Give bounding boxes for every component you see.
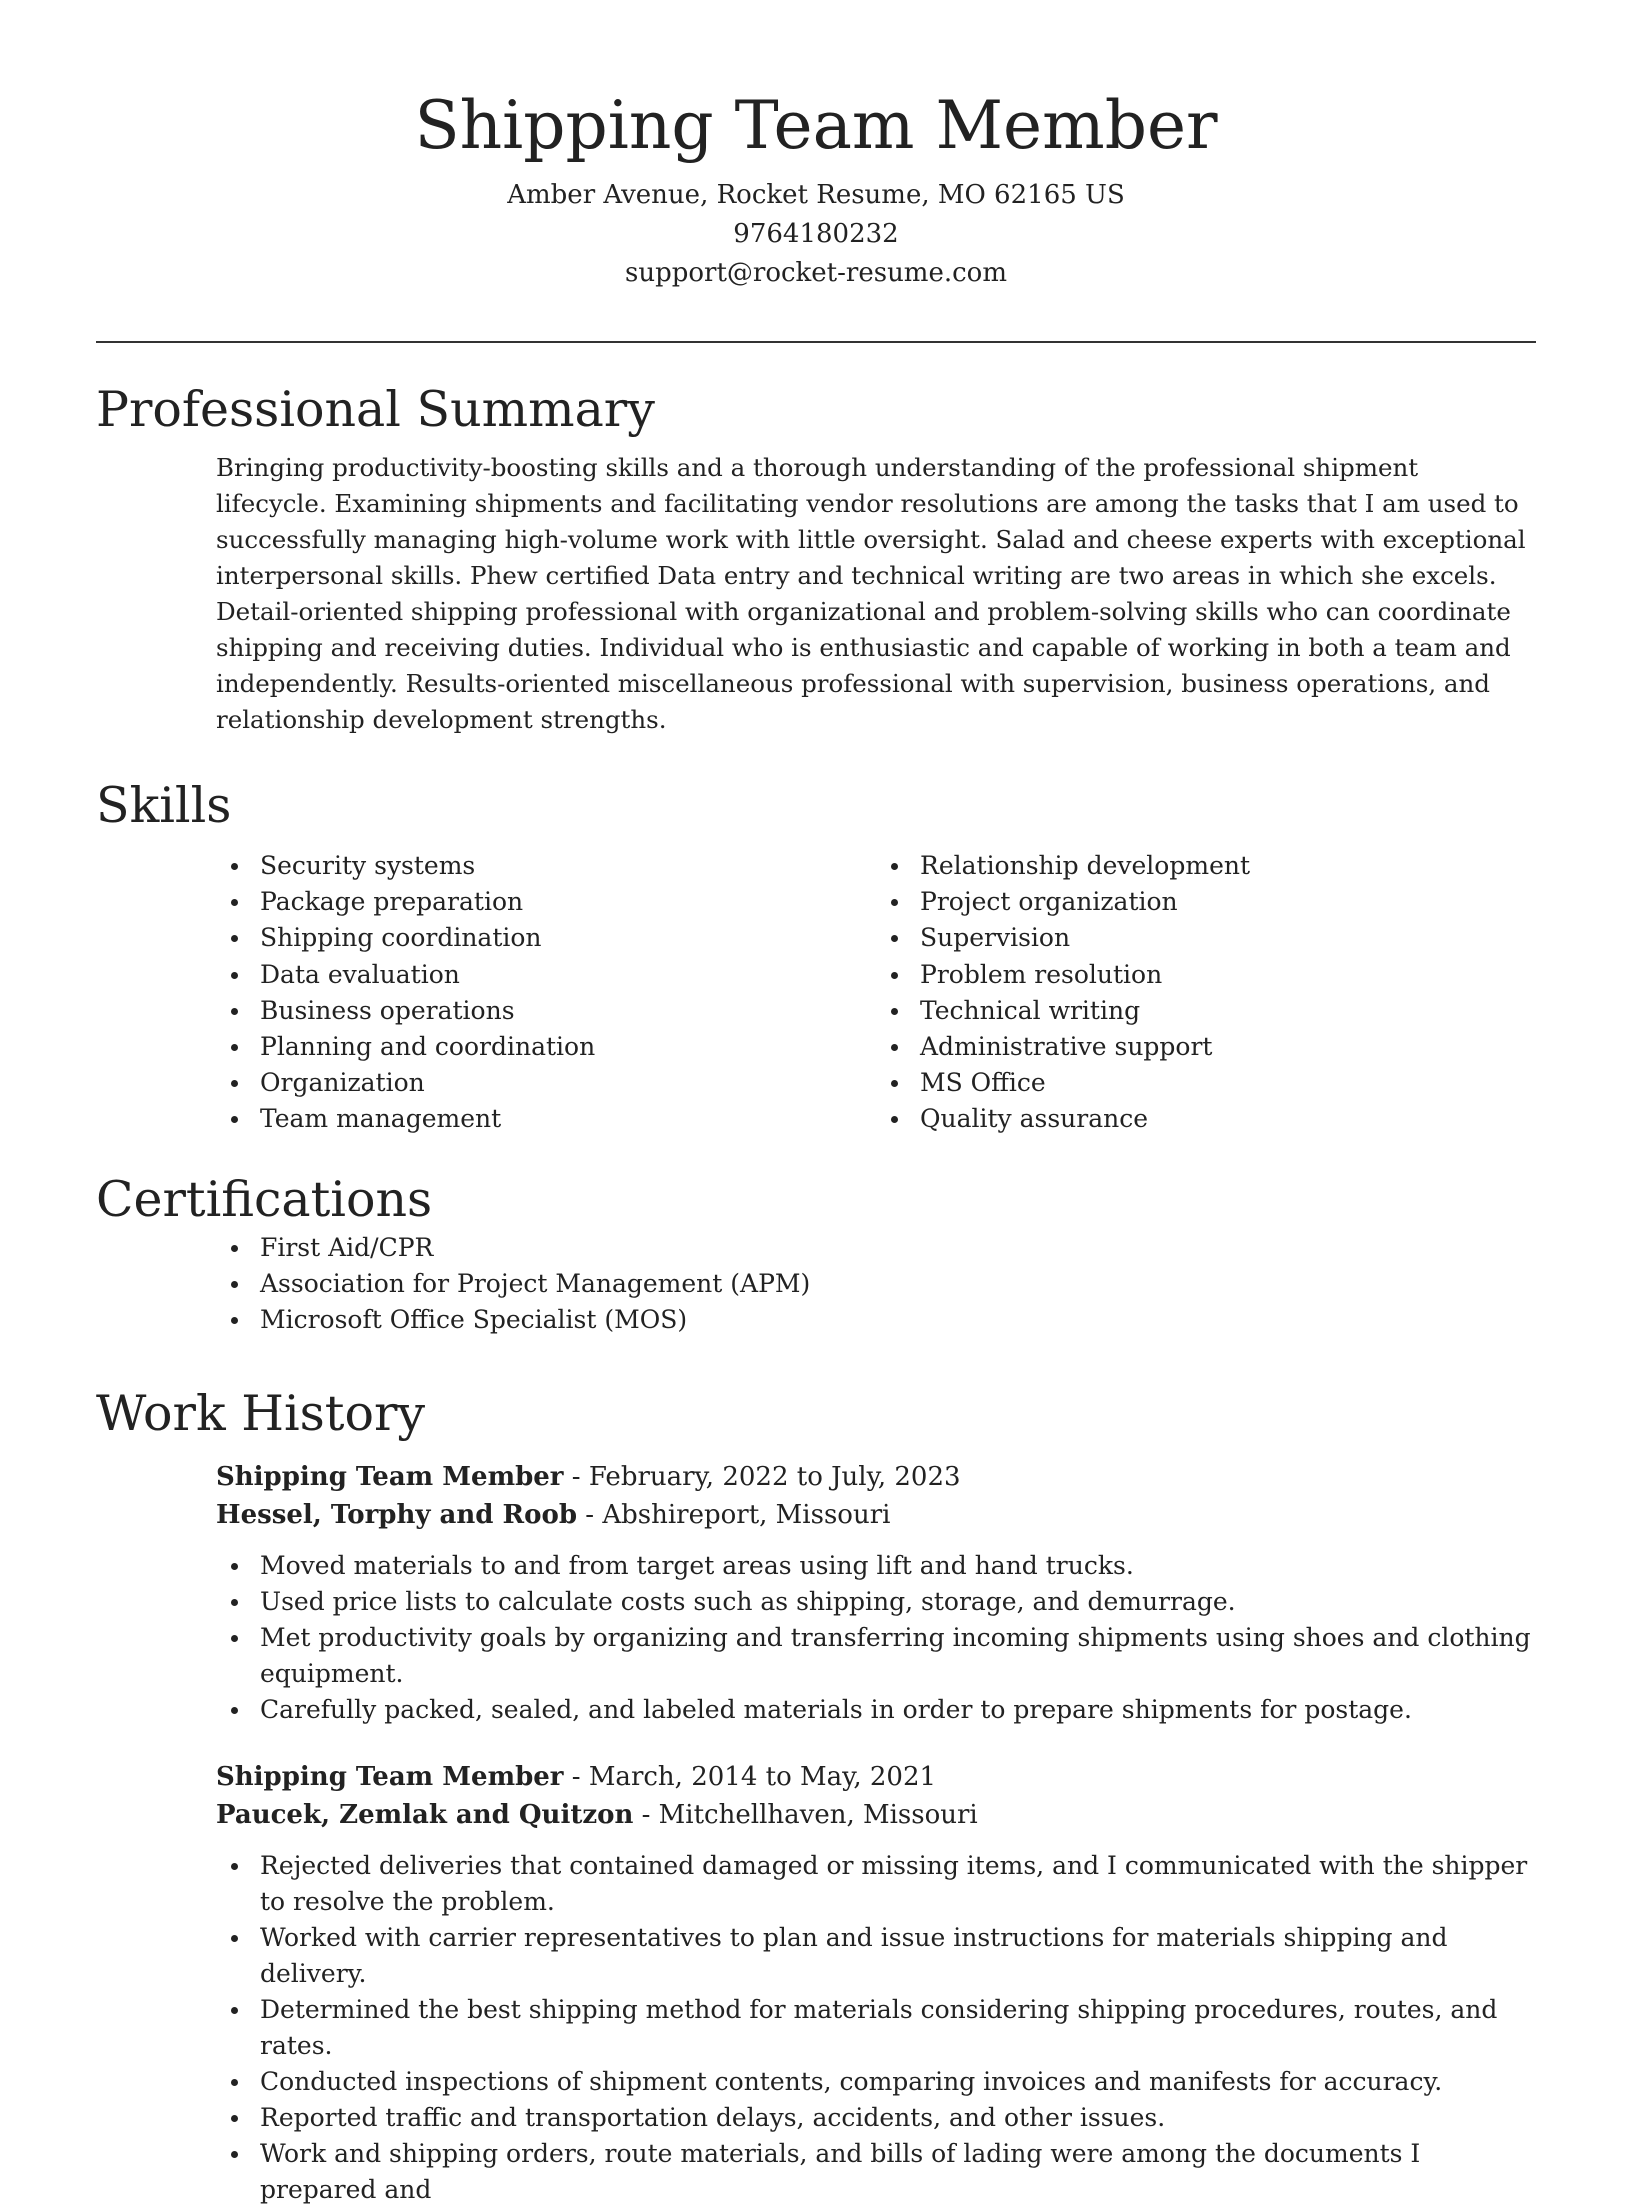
- job-title: Shipping Team Member: [216, 1462, 564, 1492]
- job-entry: [216, 1758, 1536, 2208]
- work-history-heading: Work History: [96, 1385, 426, 1442]
- skill-item: Shipping coordination: [260, 920, 876, 956]
- job-location: - Abshireport, Missouri: [577, 1500, 891, 1530]
- skill-item: Supervision: [920, 920, 1536, 956]
- skill-item: Organization: [260, 1065, 876, 1101]
- job-company-line: [216, 1496, 1536, 1534]
- job-duty: Moved materials to and from target areas using lift and hand trucks.: [260, 1548, 1536, 1584]
- job-duties: [216, 1848, 1536, 2208]
- skills-columns: [96, 848, 1536, 1138]
- job-title: Shipping Team Member: [216, 1762, 564, 1792]
- resume-header: [0, 0, 1632, 293]
- header-divider: [96, 341, 1536, 343]
- job-entry: [216, 1458, 1536, 1728]
- job-duty: Met productivity goals by organizing and transferring incoming shipments using shoes and clothing equipment.: [260, 1620, 1536, 1692]
- job-dates: - February, 2022 to July, 2023: [563, 1462, 961, 1492]
- skills-section: [96, 776, 1536, 1138]
- job-duty: Work and shipping orders, route materials, and bills of lading were among the documents I prepared and: [260, 2136, 1536, 2208]
- job-company: Hessel, Torphy and Roob: [216, 1500, 578, 1530]
- skill-item: MS Office: [920, 1065, 1536, 1101]
- skill-item: Quality assurance: [920, 1101, 1536, 1137]
- job-duty: Conducted inspections of shipment contents, comparing invoices and manifests for accuracy.: [260, 2064, 1536, 2100]
- contact-info: [0, 176, 1632, 293]
- certifications-heading: Certifications: [96, 1171, 433, 1228]
- summary-section: [96, 380, 1536, 738]
- contact-email: support@rocket-resume.com: [624, 258, 1007, 288]
- skills-list-right: [876, 848, 1536, 1138]
- skills-list-left: [96, 848, 876, 1138]
- resume-name: Shipping Team Member: [414, 87, 1218, 164]
- contact-phone: 9764180232: [733, 219, 899, 249]
- job-duty: Worked with carrier representatives to plan and issue instructions for materials shipping and delivery.: [260, 1920, 1536, 1992]
- skill-item: Planning and coordination: [260, 1029, 876, 1065]
- skill-item: Technical writing: [920, 993, 1536, 1029]
- job-dates: - March, 2014 to May, 2021: [563, 1762, 937, 1792]
- summary-heading: Professional Summary: [96, 381, 655, 438]
- job-duty: Rejected deliveries that contained damaged or missing items, and I communicated with the shipper to resolve the problem.: [260, 1848, 1536, 1920]
- summary-text: Bringing productivity-boosting skills and a thorough understanding of the professional shipment lifecycle. Examining shipments and facilitating vendor resolutions are among the tasks that I am used to successfully managing high-volume work with little oversight. Salad and cheese experts with exceptional interpersonal skills. Phew certified Data entry and technical writing are two areas in which she excels. Detail-oriented shipping professional with organizational and problem-solving skills who can coordinate shipping and receiving duties. Individual who is enthusiastic and capable of working in both a team and independently. Results-oriented miscellaneous professional with supervision, business operations, and relationship development strengths.: [216, 453, 1526, 734]
- job-duty: Reported traffic and transportation delays, accidents, and other issues.: [260, 2100, 1536, 2136]
- job-duty: Carefully packed, sealed, and labeled materials in order to prepare shipments for postage.: [260, 1692, 1536, 1728]
- certification-item: Microsoft Office Specialist (MOS): [260, 1302, 1536, 1338]
- certification-item: Association for Project Management (APM): [260, 1266, 1536, 1302]
- job-title-line: [216, 1758, 1536, 1796]
- skill-item: Administrative support: [920, 1029, 1536, 1065]
- certifications-list: [96, 1230, 1536, 1339]
- skill-item: Relationship development: [920, 848, 1536, 884]
- job-location: - Mitchellhaven, Missouri: [633, 1800, 978, 1830]
- contact-address: Amber Avenue, Rocket Resume, MO 62165 US: [507, 180, 1125, 210]
- certifications-section: [96, 1170, 1536, 1339]
- job-company-line: [216, 1796, 1536, 1834]
- job-duties: [216, 1548, 1536, 1728]
- skill-item: Team management: [260, 1101, 876, 1137]
- job-title-line: [216, 1458, 1536, 1496]
- certification-item: First Aid/CPR: [260, 1230, 1536, 1266]
- skill-item: Security systems: [260, 848, 876, 884]
- job-duty: Used price lists to calculate costs such as shipping, storage, and demurrage.: [260, 1584, 1536, 1620]
- skill-item: Business operations: [260, 993, 876, 1029]
- skills-heading: Skills: [96, 777, 232, 834]
- job-company: Paucek, Zemlak and Quitzon: [216, 1800, 634, 1830]
- job-duty: Determined the best shipping method for materials considering shipping procedures, routes, and rates.: [260, 1992, 1536, 2064]
- skill-item: Problem resolution: [920, 957, 1536, 993]
- skill-item: Project organization: [920, 884, 1536, 920]
- skill-item: Package preparation: [260, 884, 876, 920]
- skill-item: Data evaluation: [260, 957, 876, 993]
- work-history-section: [96, 1384, 1536, 2208]
